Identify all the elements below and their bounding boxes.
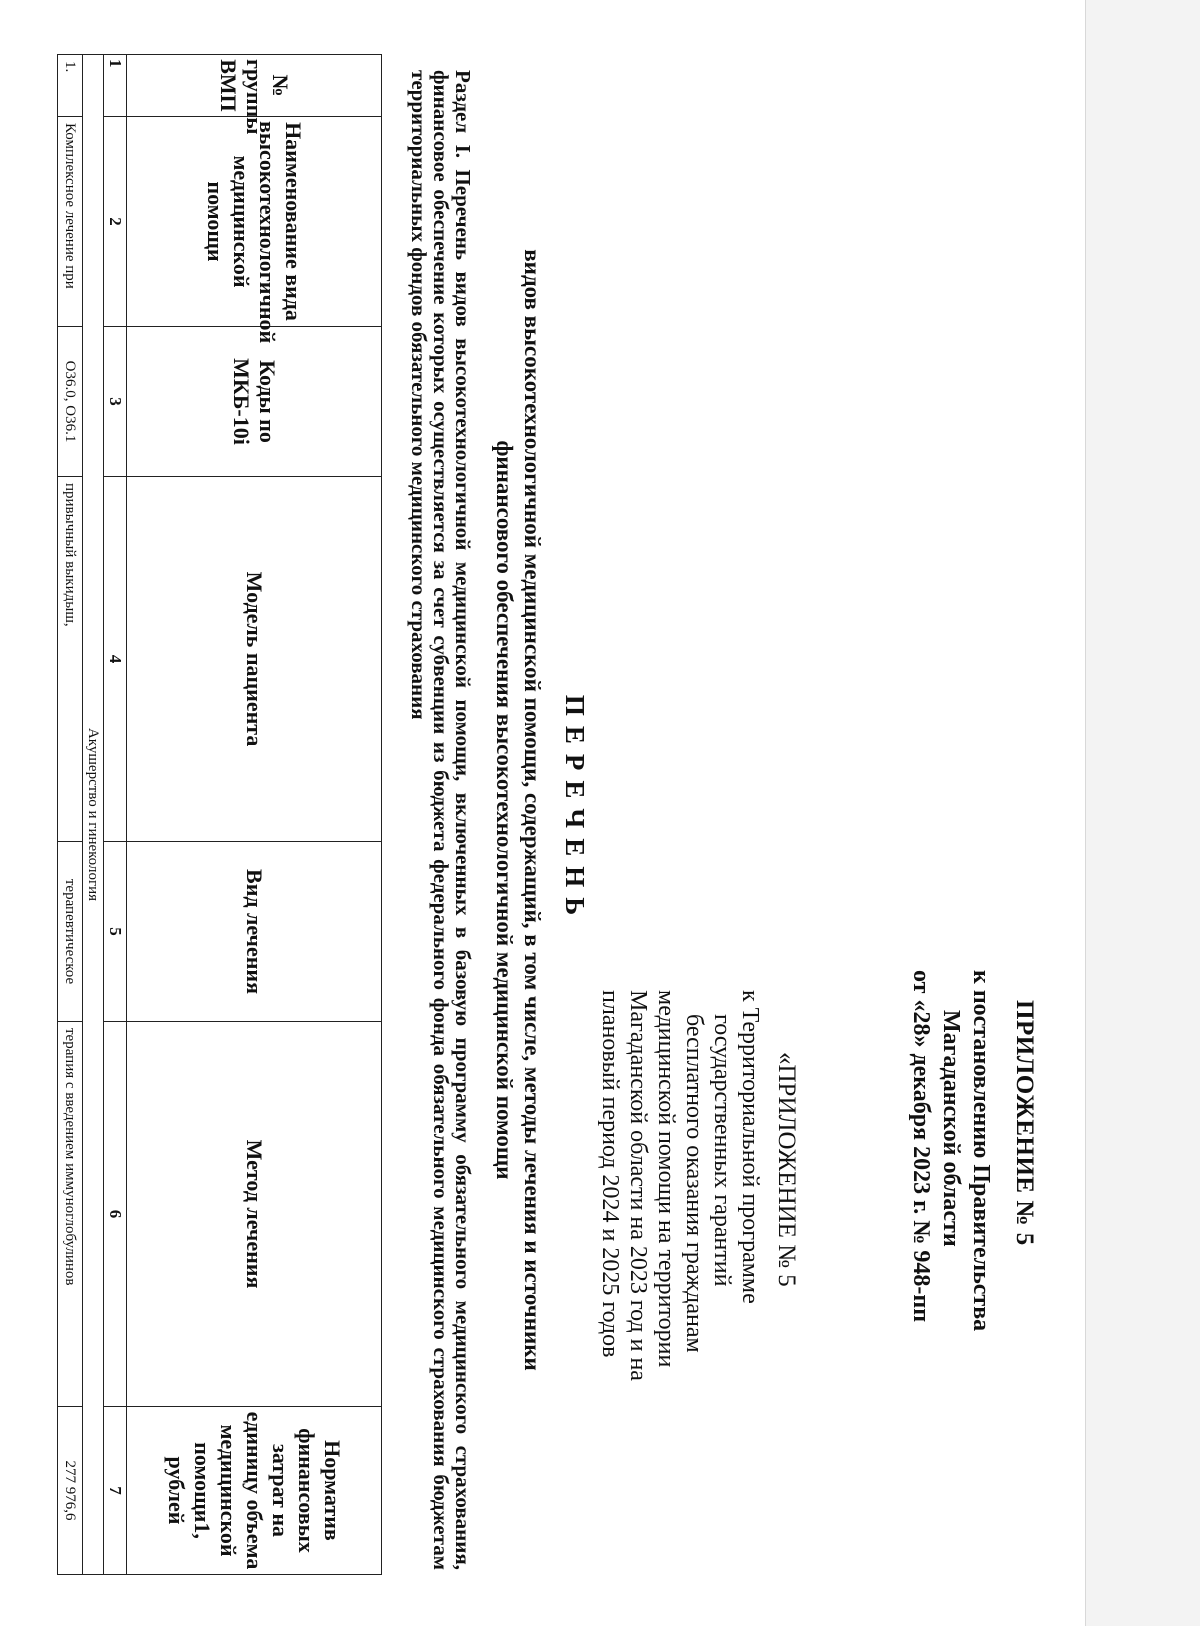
program-appendix-block	[596, 990, 800, 1550]
program-appendix-title: «ПРИЛОЖЕНИЕ № 5	[773, 1052, 800, 1287]
column-number-row	[104, 55, 127, 1575]
document-heading: ПЕРЕЧЕНЬ	[560, 694, 590, 926]
treatment-type-cell: терапевтическое	[58, 842, 83, 1022]
appendix-block	[906, 970, 1038, 1590]
table-header-row	[127, 55, 382, 1575]
treatment-method-cell: терапия с введением иммуноглобулинов	[58, 1022, 83, 1407]
section-row	[83, 55, 104, 1575]
document-subheading	[490, 80, 546, 1540]
subheading-line-1: видов высокотехнологичной медицинской помощи, содержащий, в том числе, методы лечения и источники	[520, 249, 545, 1371]
column-number: 2	[104, 117, 127, 327]
program-appendix-line: плановый период 2024 и 2025 годов	[597, 990, 623, 1358]
program-appendix-line: Магаданской области на 2023 год и на	[625, 990, 651, 1381]
appendix-title: ПРИЛОЖЕНИЕ № 5	[1011, 1000, 1038, 1246]
rotated-document-page	[50, 10, 1050, 1610]
icd-codes-cell: O36.0, O36.1	[58, 327, 83, 477]
page-margin	[1085, 0, 1200, 1626]
header-cell: Модель пациента	[127, 477, 382, 842]
appendix-line-2: Магаданской области	[938, 1010, 964, 1247]
cost-norm-cell: 277 976,6	[58, 1407, 83, 1575]
table-row	[58, 55, 83, 1575]
appendix-line-3: от «28» декабря 2023 г. № 948-пп	[908, 970, 934, 1323]
program-appendix-line: к Территориальной программе	[737, 990, 763, 1304]
column-number: 3	[104, 327, 127, 477]
header-cell: Метод лечения	[127, 1022, 382, 1407]
column-number: 7	[104, 1407, 127, 1575]
header-cell: Наименование вида высокотехнологичной медицинской помощи	[127, 117, 382, 327]
column-number: 6	[104, 1022, 127, 1407]
header-cell: № группы ВМП	[127, 55, 382, 117]
header-cell: Норматив финансовых затрат на единицу объема медицинской помощи1, рублей	[127, 1407, 382, 1575]
column-number: 1	[104, 55, 127, 117]
vmp-table	[57, 54, 382, 1575]
program-appendix-line: государственных гарантий	[709, 1014, 735, 1287]
section-row-label: Акушерство и гинекология	[83, 55, 104, 1575]
appendix-line-1: к постановлению Правительства	[968, 970, 994, 1332]
vmp-name-cell: Комплексное лечение при	[58, 117, 83, 327]
program-appendix-line: бесплатного оказания гражданам	[681, 1014, 707, 1353]
section-paragraph: Раздел I. Перечень видов высокотехнологичной медицинской помощи, включенных в базовую программу обязательного медицинского страхования, финансовое обеспечение которых осуществляется за счет субвенции из бюджета федерального фонда обязательного медицинского страхования бюджетам территориальных фондов обязательного медицинского страхования	[407, 70, 475, 1570]
page-edge-line	[1085, 0, 1086, 1626]
header-cell: Коды по МКБ-10i	[127, 327, 382, 477]
column-number: 5	[104, 842, 127, 1022]
patient-model-cell: привычный выкидыш,	[58, 477, 83, 842]
group-number-cell: 1.	[58, 55, 83, 117]
header-cell: Вид лечения	[127, 842, 382, 1022]
program-appendix-line: медицинской помощи на территории	[653, 990, 679, 1368]
subheading-line-2: финансового обеспечения высокотехнологичной медицинской помощи	[492, 440, 517, 1180]
column-number: 4	[104, 477, 127, 842]
